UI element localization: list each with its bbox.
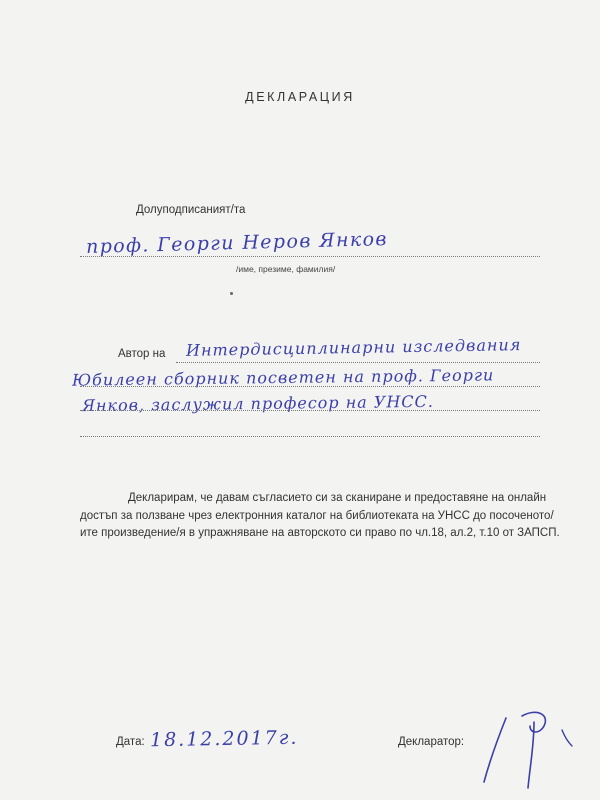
signature-image (478, 708, 574, 792)
name-hint: /име, презиме, фамилия/ (236, 264, 336, 274)
author-label: Автор на (118, 348, 166, 360)
name-handwritten: проф. Георги Неров Янков (85, 228, 389, 258)
declaration-paragraph: Декларирам, че давам съгласието си за сканиране и предоставяне на онлайн достъп за ползване чрез електронния каталог на библиотеката на УНСС до посоченото/ите произведение/я в упражняване на авторското си право по чл.18, ал.2, т.10 от ЗАПСП. (80, 492, 560, 539)
author-dotted-line-4 (80, 436, 540, 437)
author-dotted-line-3 (80, 410, 540, 411)
work-line-1: Интердисциплинарни изследвания (185, 335, 522, 360)
document-title: ДЕКЛАРАЦИЯ (245, 90, 355, 104)
declarant-label: Декларатор: (398, 736, 465, 748)
scan-speck (230, 292, 233, 295)
name-dotted-line (80, 256, 540, 257)
date-handwritten: 18.12.2017г. (149, 726, 299, 752)
declaration-text (80, 490, 560, 543)
undersigned-label: Долуподписаният/та (136, 204, 246, 216)
author-dotted-line-1 (176, 362, 540, 363)
author-dotted-line-2 (80, 386, 540, 387)
work-line-3: Янков, заслужил професор на УНСС. (81, 391, 435, 416)
date-label: Дата: (116, 736, 145, 748)
work-line-2: Юбилеен сборник посветен на проф. Георги (71, 365, 495, 390)
